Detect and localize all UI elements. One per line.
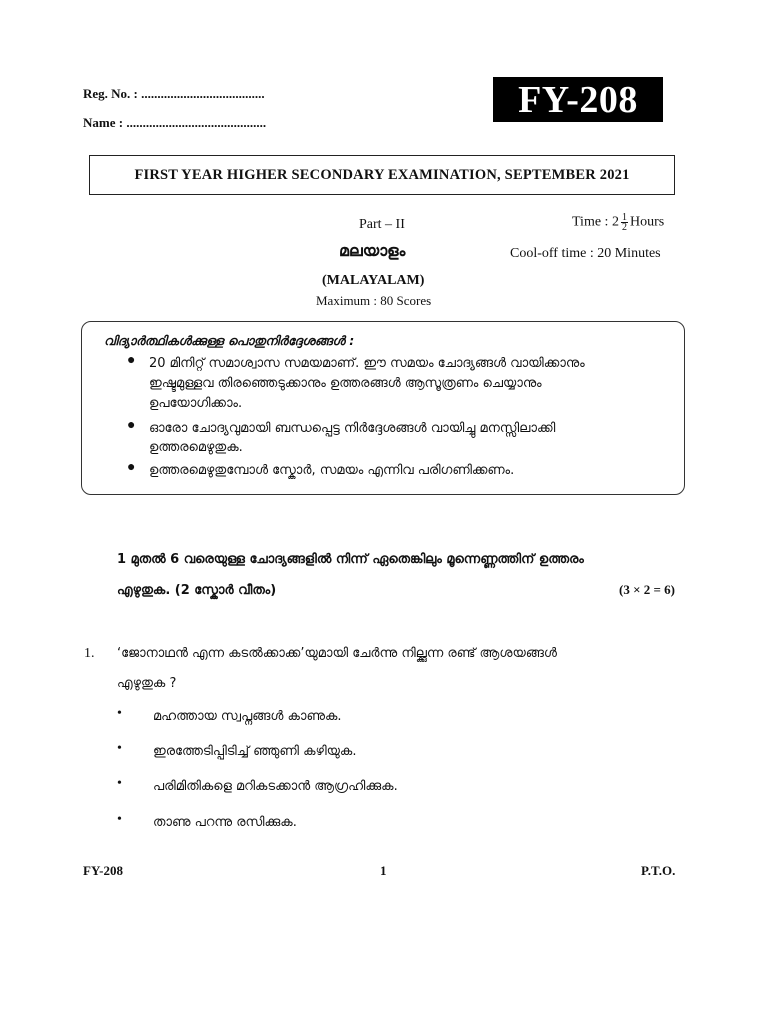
time-prefix: Time : 2: [572, 214, 619, 230]
question-number: 1.: [84, 646, 95, 661]
instruction-1-line-3: ഉപയോഗിക്കാം.: [149, 396, 243, 411]
subject-english: (MALAYALAM): [322, 273, 425, 288]
instruction-1-line-1: 20 മിനിറ്റ് സമാശ്വാസ സമയമാണ്. ഈ സമയം ചോദ്യങ്ങൾ വായിക്കാനും: [149, 356, 585, 371]
bullet-icon: •: [117, 706, 122, 721]
question-1-option-2: ഇരത്തേടിപ്പിടിച്ച് ഞ്ഞുണി കഴിയുക.: [153, 744, 357, 759]
subject-malayalam: മലയാളം: [339, 241, 406, 260]
instruction-2-line-2: ഉത്തരമെഴുതുക.: [149, 440, 243, 455]
question-1-option-3: പരിമിതികളെ മറികടക്കാൻ ആഗ്രഹിക്കുക.: [153, 779, 398, 794]
pto-label: P.T.O.: [641, 863, 676, 878]
footer-paper-code: FY-208: [83, 863, 123, 878]
instruction-3-line-1: ഉത്തരമെഴുതുമ്പോൾ സ്കോർ, സമയം എന്നിവ പരിഗണിക്കണം.: [149, 463, 515, 478]
time-suffix: Hours: [629, 214, 665, 230]
bullet-icon: •: [117, 741, 122, 756]
reg-no-field: Reg. No. : ......................................: [83, 86, 265, 101]
instruction-2-line-1: ഓരോ ചോദ്യവുമായി ബന്ധപ്പെട്ട നിർദ്ദേശങ്ങൾ വായിച്ചു മനസ്സിലാക്കി: [149, 421, 556, 436]
cool-off-time: Cool-off time : 20 Minutes: [510, 246, 661, 261]
page-number: 1: [380, 863, 387, 878]
instructions-title: വിദ്യാർത്ഥികൾക്കുള്ള പൊതുനിർദ്ദേശങ്ങൾ :: [104, 333, 355, 348]
part-label: Part – II: [359, 217, 405, 232]
bullet-icon: •: [117, 776, 122, 791]
question-1-line-2: എഴുതുക ?: [117, 676, 177, 691]
bullet-icon: ●: [127, 418, 136, 433]
bullet-icon: ●: [127, 460, 136, 475]
instruction-1-line-2: ഇഷ്ടമുള്ളവ തിരഞ്ഞെടുക്കാനും ഉത്തരങ്ങൾ ആസൂത്രണം ചെയ്യാനും: [149, 376, 542, 391]
section-instruction-line-2: എഴുതുക. (2 സ്കോർ വീതം): [117, 583, 277, 598]
bullet-icon: ●: [127, 353, 136, 368]
bullet-icon: •: [117, 812, 122, 827]
time-fraction-num: 1: [621, 212, 627, 223]
section-score: (3 × 2 = 6): [619, 582, 675, 597]
question-1-line-1: ‘ജോനാഥൻ എന്ന കടൽക്കാക്ക’യുമായി ചേർന്നു നില്ക്കുന്ന രണ്ട് ആശയങ്ങൾ: [117, 646, 557, 661]
paper-code-badge: FY-208: [493, 77, 663, 122]
time-fraction-den: 2: [621, 222, 627, 233]
name-field: Name : ...........................................: [83, 115, 267, 130]
question-1-option-4: താണു പറന്നു രസിക്കുക.: [153, 815, 297, 830]
time-label: [572, 213, 682, 232]
exam-title: FIRST YEAR HIGHER SECONDARY EXAMINATION, SEPTEMBER 2021: [89, 155, 675, 195]
max-score: Maximum : 80 Scores: [316, 293, 432, 308]
time-fraction: [621, 213, 628, 232]
section-instruction-line-1: 1 മുതൽ 6 വരെയുള്ള ചോദ്യങ്ങളിൽ നിന്ന് ഏതെങ്കിലും മൂന്നെണ്ണത്തിന് ഉത്തരം: [117, 552, 584, 567]
question-1-option-1: മഹത്തായ സ്വപ്നങ്ങൾ കാണുക.: [153, 709, 342, 724]
